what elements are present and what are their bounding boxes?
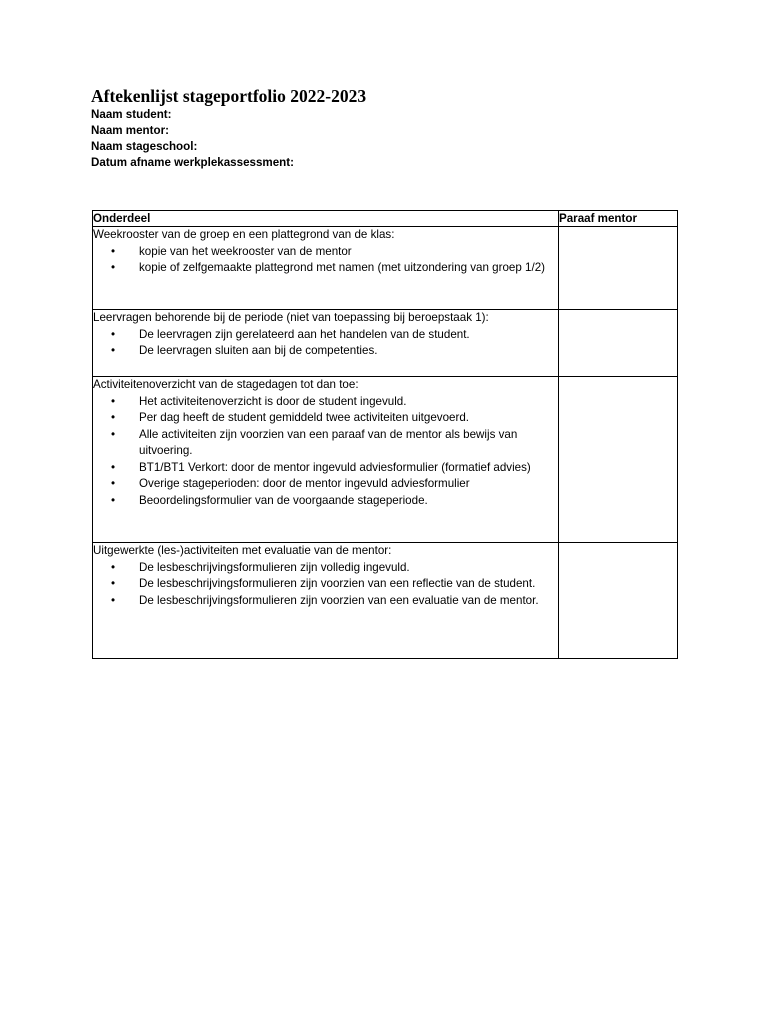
bullet-icon: •: [111, 261, 116, 274]
list-item: [93, 460, 558, 477]
item-list: [93, 327, 558, 360]
list-item: [93, 394, 558, 411]
item-text: BT1/BT1 Verkort: door de mentor ingevuld adviesformulier (formatief advies): [139, 460, 531, 474]
list-item: [93, 576, 558, 593]
section-activiteitenoverzicht: [93, 377, 559, 543]
item-text: Alle activiteiten zijn voorzien van een paraaf van de mentor als bewijs van uitvoering.: [139, 427, 518, 457]
paraaf-cell-leervragen[interactable]: [559, 310, 678, 377]
item-text: De lesbeschrijvingsformulieren zijn volledig ingevuld.: [139, 560, 410, 574]
item-text: De lesbeschrijvingsformulieren zijn voorzien van een reflectie van de student.: [139, 577, 536, 590]
item-text: Beoordelingsformulier van de voorgaande stageperiode.: [139, 493, 428, 507]
field-naam-student: Naam student:: [91, 108, 172, 121]
list-item: [93, 560, 558, 577]
section-heading: Weekrooster van de groep en een plattegrond van de klas:: [93, 228, 395, 241]
bullet-icon: •: [111, 477, 116, 490]
section-heading: Leervragen behorende bij de periode (niet van toepassing bij beroepstaak 1):: [93, 311, 489, 324]
student-info-fields: [91, 107, 294, 171]
list-item: [93, 493, 558, 510]
list-item: [93, 593, 558, 610]
section-heading: Uitgewerkte (les-)activiteiten met evaluatie van de mentor:: [93, 544, 392, 557]
section-leervragen: [93, 310, 559, 377]
item-text: kopie van het weekrooster van de mentor: [139, 244, 352, 258]
section-heading: Activiteitenoverzicht van de stagedagen tot dan toe:: [93, 378, 359, 391]
item-text: kopie of zelfgemaakte plattegrond met namen (met uitzondering van groep 1/2): [139, 261, 546, 274]
field-datum-werkplekassessment: Datum afname werkplekassessment:: [91, 156, 294, 169]
item-text: De leervragen sluiten aan bij de competenties.: [139, 344, 378, 357]
item-list: [93, 244, 558, 277]
paraaf-cell-uitgewerkte-activiteiten[interactable]: [559, 543, 678, 659]
bullet-icon: •: [111, 344, 116, 357]
table-row: [93, 310, 678, 377]
bullet-icon: •: [111, 427, 116, 441]
list-item: [93, 260, 558, 277]
item-list: [93, 560, 558, 610]
bullet-icon: •: [111, 493, 116, 507]
field-naam-mentor: Naam mentor:: [91, 124, 169, 137]
bullet-icon: •: [111, 327, 116, 341]
column-header-onderdeel: Onderdeel: [93, 211, 559, 227]
bullet-icon: •: [111, 577, 116, 590]
bullet-icon: •: [111, 244, 116, 258]
list-item: [93, 343, 558, 360]
table-row: [93, 543, 678, 659]
bullet-icon: •: [111, 411, 116, 424]
document-title: Aftekenlijst stageportfolio 2022-2023: [91, 86, 367, 106]
bullet-icon: •: [111, 394, 116, 408]
paraaf-cell-activiteitenoverzicht[interactable]: [559, 377, 678, 543]
item-text: De leervragen zijn gerelateerd aan het handelen van de student.: [139, 327, 470, 341]
bullet-icon: •: [111, 460, 116, 474]
checklist-table: [92, 210, 678, 659]
item-text: Overige stageperioden: door de mentor ingevuld adviesformulier: [139, 477, 470, 490]
bullet-icon: •: [111, 560, 116, 574]
item-text: De lesbeschrijvingsformulieren zijn voorzien van een evaluatie van de mentor.: [139, 593, 539, 607]
column-header-paraaf-mentor: Paraaf mentor: [559, 211, 678, 227]
list-item: [93, 244, 558, 261]
list-item: [93, 427, 558, 460]
list-item: [93, 476, 558, 493]
paraaf-cell-weekrooster[interactable]: [559, 227, 678, 310]
item-text: Het activiteitenoverzicht is door de student ingevuld.: [139, 394, 407, 408]
list-item: [93, 410, 558, 427]
section-uitgewerkte-activiteiten: [93, 543, 559, 659]
table-row: [93, 377, 678, 543]
bullet-icon: •: [111, 593, 116, 607]
list-item: [93, 327, 558, 344]
item-text: Per dag heeft de student gemiddeld twee activiteiten uitgevoerd.: [139, 411, 469, 424]
table-row: [93, 227, 678, 310]
field-naam-stageschool: Naam stageschool:: [91, 140, 198, 153]
section-weekrooster: [93, 227, 559, 310]
item-list: [93, 394, 558, 510]
table-header-row: [93, 211, 678, 227]
